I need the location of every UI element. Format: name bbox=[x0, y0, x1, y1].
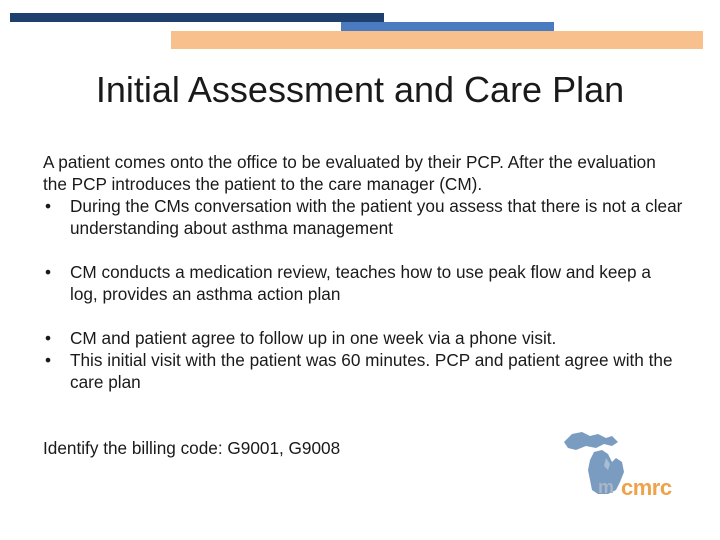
slide-body bbox=[43, 151, 683, 459]
list-item bbox=[43, 349, 683, 393]
bullet-text: CM conducts a medication review, teaches how to use peak flow and keep a log, provides an asthma action plan bbox=[70, 262, 651, 304]
bullet-icon: • bbox=[45, 196, 52, 216]
header-bar-dark bbox=[10, 13, 384, 22]
bullet-icon: • bbox=[45, 350, 52, 370]
bullet-icon: • bbox=[45, 262, 52, 282]
intro-paragraph: A patient comes onto the office to be evaluated by their PCP. After the evaluation the PCP introduces the patient to the care manager (CM). bbox=[43, 152, 656, 194]
bullet-text: This initial visit with the patient was 60 minutes. PCP and patient agree with the care plan bbox=[70, 350, 673, 392]
header-bar-peach bbox=[171, 31, 703, 49]
header-bar-mid bbox=[341, 22, 554, 31]
list-item bbox=[43, 261, 683, 305]
logo-prefix: m bbox=[598, 477, 615, 497]
bullet-list-2 bbox=[43, 261, 683, 305]
logo-text: cmrc bbox=[621, 475, 672, 500]
bullet-list-1 bbox=[43, 195, 683, 239]
billing-question: Identify the billing code: G9001, G9008 bbox=[43, 438, 341, 458]
list-item bbox=[43, 327, 683, 349]
bullet-list-3 bbox=[43, 327, 683, 393]
bullet-text: During the CMs conversation with the patient you assess that there is not a clear understanding about asthma management bbox=[70, 196, 683, 238]
bullet-icon: • bbox=[45, 328, 52, 348]
slide-title: Initial Assessment and Care Plan bbox=[95, 69, 625, 110]
bullet-text: CM and patient agree to follow up in one week via a phone visit. bbox=[70, 328, 557, 348]
cmrc-logo bbox=[560, 428, 690, 500]
list-item bbox=[43, 195, 683, 239]
